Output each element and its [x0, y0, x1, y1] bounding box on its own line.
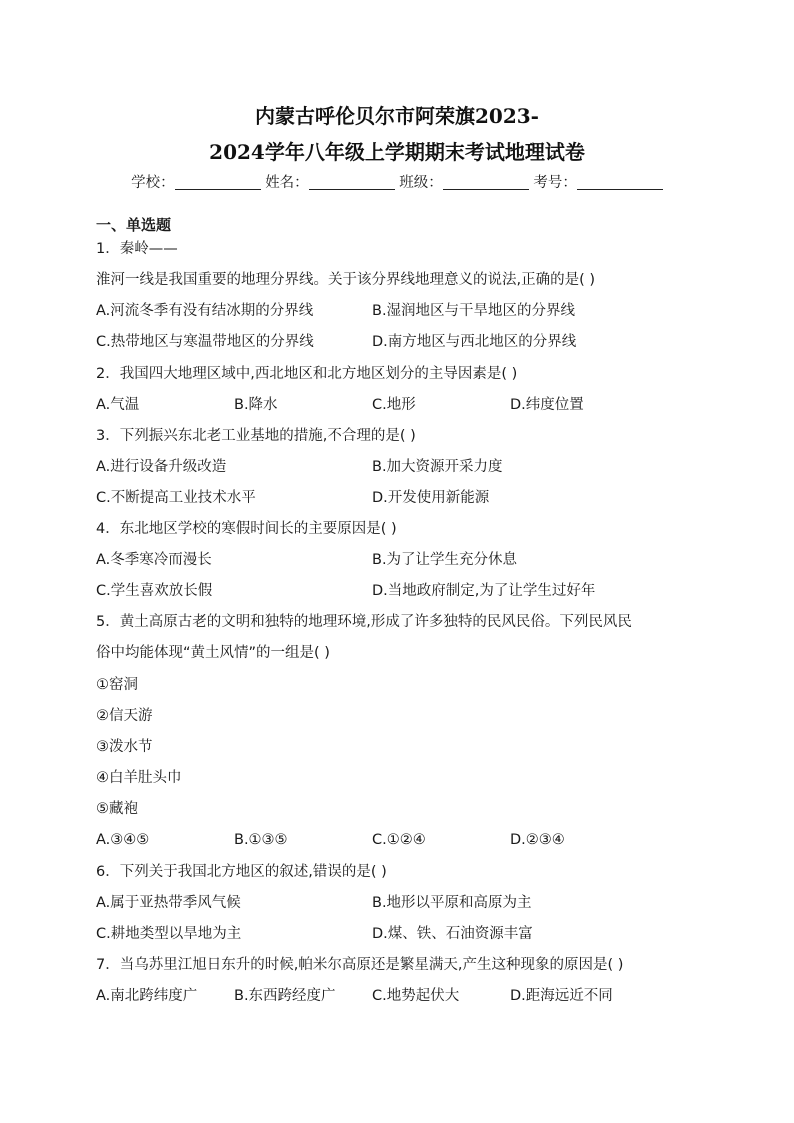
question-2-option-b[interactable]: B.降水: [234, 397, 278, 413]
question-7-option-c[interactable]: C.地势起伏大: [372, 988, 460, 1004]
question-4-option-d[interactable]: D.当地政府制定,为了让学生过好年: [372, 583, 596, 599]
question-5-option-c[interactable]: C.①②④: [372, 832, 426, 848]
question-5-item-1: ①窑洞: [96, 677, 138, 693]
question-5-option-b[interactable]: B.①③⑤: [234, 832, 288, 848]
question-7-option-a[interactable]: A.南北跨纬度广: [96, 988, 198, 1004]
question-4-stem: 4．东北地区学校的寒假时间长的主要原因是( ): [96, 521, 397, 537]
name-label: 姓名：: [265, 175, 309, 191]
question-5-stem: 5．黄土高原古老的文明和独特的地理环境,形成了许多独特的民风民俗。下列民风民: [96, 614, 632, 630]
question-6-option-c[interactable]: C.耕地类型以旱地为主: [96, 926, 242, 942]
question-7-option-b[interactable]: B.东西跨经度广: [234, 988, 336, 1004]
question-1-stem: 1．秦岭——: [96, 241, 178, 257]
question-1-option-d[interactable]: D.南方地区与西北地区的分界线: [372, 334, 577, 350]
school-label: 学校：: [131, 175, 175, 191]
question-3-option-b[interactable]: B.加大资源开采力度: [372, 459, 503, 475]
student-info-row: [0, 171, 794, 192]
question-2-option-a[interactable]: A.气温: [96, 397, 140, 413]
question-5-item-3: ③泼水节: [96, 739, 153, 755]
question-2-option-c[interactable]: C.地形: [372, 397, 416, 413]
question-5-stem-cont: 俗中均能体现“黄土风情”的一组是( ): [96, 645, 330, 661]
question-6-stem: 6．下列关于我国北方地区的叙述,错误的是( ): [96, 864, 387, 880]
question-5-item-4: ④白羊肚头巾: [96, 770, 182, 786]
question-7-option-d[interactable]: D.距海远近不同: [510, 988, 613, 1004]
question-6-option-a[interactable]: A.属于亚热带季风气候: [96, 895, 241, 911]
question-5-option-d[interactable]: D.②③④: [510, 832, 565, 848]
question-1-option-a[interactable]: A.河流冬季有没有结冰期的分界线: [96, 303, 314, 319]
question-3-option-a[interactable]: A.进行设备升级改造: [96, 459, 227, 475]
question-4-option-a[interactable]: A.冬季寒冷而漫长: [96, 552, 212, 568]
section-heading: 一、单选题: [96, 216, 172, 234]
question-5-option-a[interactable]: A.③④⑤: [96, 832, 150, 848]
question-6-option-b[interactable]: B.地形以平原和高原为主: [372, 895, 532, 911]
question-3-option-c[interactable]: C.不断提高工业技术水平: [96, 490, 256, 506]
question-2-option-d[interactable]: D.纬度位置: [510, 397, 584, 413]
class-label: 班级：: [399, 175, 443, 191]
class-blank[interactable]: [443, 174, 529, 190]
exam-title-line2: 2024学年八年级上学期期末考试地理试卷: [209, 140, 585, 164]
exam-title-line1: 内蒙古呼伦贝尔市阿荣旗2023-: [255, 104, 539, 128]
name-blank[interactable]: [309, 174, 395, 190]
question-4-option-c[interactable]: C.学生喜欢放长假: [96, 583, 213, 599]
question-3-option-d[interactable]: D.开发使用新能源: [372, 490, 490, 506]
question-5-item-5: ⑤藏袍: [96, 801, 138, 817]
question-7-stem: 7．当乌苏里江旭日东升的时候,帕米尔高原还是繁星满天,产生这种现象的原因是( ): [96, 957, 624, 973]
school-blank[interactable]: [175, 174, 261, 190]
question-1-option-b[interactable]: B.湿润地区与干旱地区的分界线: [372, 303, 576, 319]
question-1-option-c[interactable]: C.热带地区与寒温带地区的分界线: [96, 334, 314, 350]
question-2-stem: 2．我国四大地理区域中,西北地区和北方地区划分的主导因素是( ): [96, 366, 518, 382]
question-4-option-b[interactable]: B.为了让学生充分休息: [372, 552, 518, 568]
question-5-item-2: ②信天游: [96, 708, 153, 724]
exam-number-label: 考号：: [533, 175, 577, 191]
exam-number-blank[interactable]: [577, 174, 663, 190]
question-6-option-d[interactable]: D.煤、铁、石油资源丰富: [372, 926, 533, 942]
question-1-stem-cont: 淮河一线是我国重要的地理分界线。关于该分界线地理意义的说法,正确的是( ): [96, 272, 596, 288]
question-3-stem: 3．下列振兴东北老工业基地的措施,不合理的是( ): [96, 428, 416, 444]
